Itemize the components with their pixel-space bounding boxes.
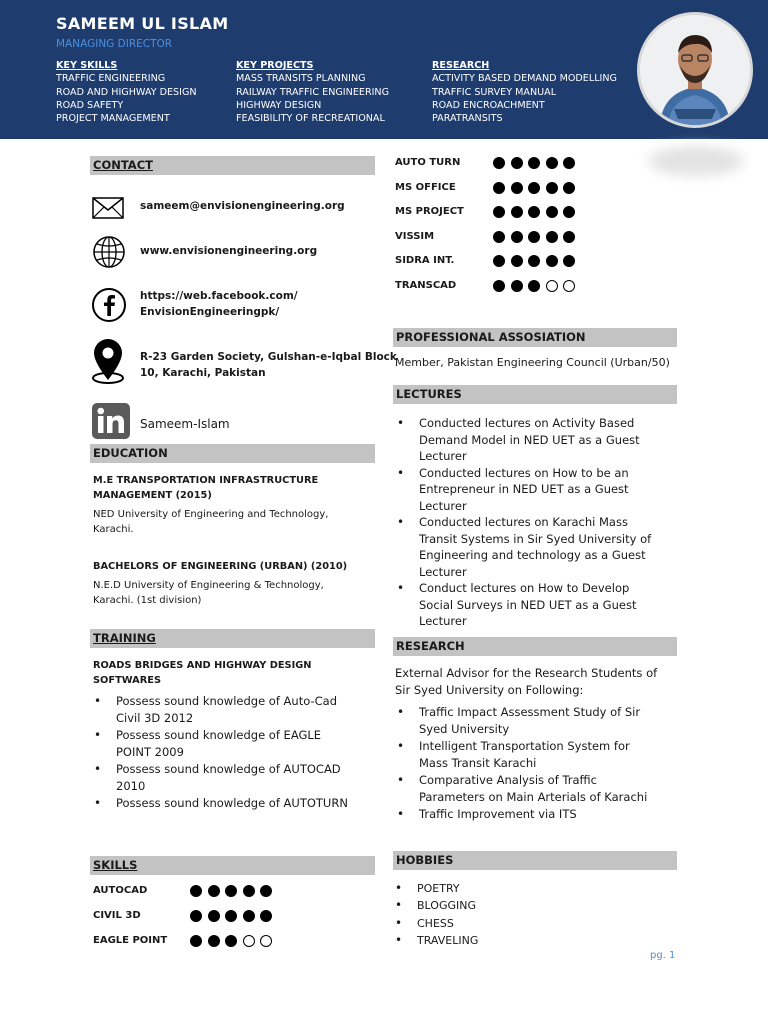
list-item: • Possess sound knowledge of EAGLE POINT 2009 — [92, 727, 376, 760]
skill-name: SIDRA INT. — [395, 255, 455, 267]
skill-name: VISSIM — [395, 230, 435, 242]
professional-text: Member, Pakistan Engineering Council (Urban/50) — [395, 356, 670, 369]
rating-dot-filled — [563, 231, 575, 243]
envelope-icon — [92, 197, 124, 219]
rating-dot-filled — [546, 182, 558, 194]
linkedin-text[interactable]: Sameem-Islam — [140, 417, 230, 431]
rating-dot-filled — [528, 255, 540, 267]
rating-dot-filled — [546, 206, 558, 218]
research-intro — [395, 665, 677, 699]
rating-dot-filled — [511, 231, 523, 243]
education-section-title: EDUCATION — [90, 444, 375, 463]
rating-dot-filled — [190, 885, 202, 897]
rating-dot-filled — [190, 910, 202, 922]
rating-dot-filled — [493, 231, 505, 243]
address-line1: R-23 Garden Society, Gulshan-e-Iqbal Block — [140, 351, 397, 363]
header-research-column — [432, 59, 617, 125]
rating-dot-filled — [493, 255, 505, 267]
rating-dot-empty — [546, 280, 558, 292]
list-item: • Traffic Improvement via ITS — [395, 806, 677, 823]
school-name: NED University of Engineering and Technology, — [93, 509, 329, 520]
rating-dot-filled — [528, 280, 540, 292]
skill-name: EAGLE POINT — [93, 935, 168, 946]
list-item: • Comparative Analysis of Traffic Parameters on Main Arterials of Karachi — [395, 772, 677, 805]
lectures-section-title: LECTURES — [393, 385, 677, 404]
key-project-item: MASS TRANSITS PLANNING — [236, 73, 366, 85]
facebook-icon — [91, 287, 127, 323]
key-skills-column — [56, 59, 197, 125]
skill-name: CIVIL 3D — [93, 910, 141, 921]
degree-title: BACHELORS OF ENGINEERING (URBAN) (2010) — [93, 561, 348, 572]
rating-dot-filled — [528, 206, 540, 218]
rating-dot-filled — [208, 885, 220, 897]
page-number: pg. 1 — [650, 950, 676, 961]
skill-name: AUTO TURN — [395, 157, 461, 168]
rating-dot-filled — [563, 157, 575, 169]
rating-dot-filled — [511, 255, 523, 267]
list-item: • Possess sound knowledge of AUTOTURN — [92, 795, 376, 812]
skill-name: MS OFFICE — [395, 181, 456, 193]
degree-title: MANAGEMENT (2015) — [93, 490, 212, 501]
research-intro-line2: Sir Syed University on Following: — [395, 683, 584, 697]
key-skills-title: KEY SKILLS — [56, 60, 118, 71]
email-text[interactable]: sameem@envisionengineering.org — [140, 200, 345, 212]
contact-section-title: CONTACT — [90, 156, 375, 175]
header-banner — [0, 0, 768, 139]
key-project-item: HIGHWAY DESIGN — [236, 99, 322, 111]
research-intro-line1: External Advisor for the Research Students of — [395, 666, 658, 680]
profile-photo — [637, 12, 753, 128]
training-section-title: TRAINING — [90, 629, 375, 648]
research-section-title: RESEARCH — [393, 637, 677, 656]
rating-dot-filled — [225, 885, 237, 897]
decorative-shadow — [648, 146, 744, 176]
rating-dot-filled — [528, 182, 540, 194]
rating-dot-filled — [546, 231, 558, 243]
rating-dot-filled — [511, 182, 523, 194]
rating-dot-filled — [225, 935, 237, 947]
skill-name: AUTOCAD — [93, 885, 148, 896]
list-item: • Conducted lectures on Activity Based Demand Model in NED UET as a Guest Lecturer — [395, 415, 677, 465]
rating-dot-filled — [243, 885, 255, 897]
key-skill-item: TRAFFIC ENGINEERING — [56, 73, 166, 85]
list-item: • Conducted lectures on How to be an Entrepreneur in NED UET as a Guest Lecturer — [395, 465, 677, 515]
location-pin-icon — [90, 338, 126, 384]
rating-dot-filled — [511, 280, 523, 292]
facebook-url-line1: https://web.facebook.com/ — [140, 290, 298, 302]
rating-dot-filled — [563, 206, 575, 218]
list-item: • Possess sound knowledge of AUTOCAD 2010 — [92, 761, 376, 794]
rating-dot-filled — [493, 280, 505, 292]
header-research-item: PARATRANSITS — [432, 113, 503, 125]
training-list — [92, 693, 376, 812]
rating-dot-filled — [493, 206, 505, 218]
rating-dot-filled — [511, 206, 523, 218]
rating-dot-filled — [260, 910, 272, 922]
rating-dot-filled — [208, 935, 220, 947]
key-project-item: FEASIBILITY OF RECREATIONAL — [236, 113, 385, 125]
address-text — [140, 349, 397, 381]
school-name: Karachi. — [93, 524, 134, 535]
school-name: Karachi. (1st division) — [93, 595, 202, 606]
rating-dot-empty — [243, 935, 255, 947]
key-skill-item: ROAD SAFETY — [56, 99, 124, 111]
list-item: • POETRY — [393, 880, 675, 897]
rating-dot-empty — [563, 280, 575, 292]
skill-name: MS PROJECT — [395, 206, 464, 218]
list-item: • Traffic Impact Assessment Study of Sir Syed University — [395, 704, 677, 737]
list-item: • TRAVELING — [393, 932, 675, 949]
training-subtitle-line1: ROADS BRIDGES AND HIGHWAY DESIGN — [93, 660, 312, 671]
header-research-item: ROAD ENCROACHMENT — [432, 99, 545, 111]
skill-name: TRANSCAD — [395, 280, 457, 291]
person-name: SAMEEM UL ISLAM — [56, 14, 229, 33]
school-name: N.E.D University of Engineering & Technology, — [93, 580, 324, 591]
list-item: • Possess sound knowledge of Auto-Cad Civil 3D 2012 — [92, 693, 376, 726]
header-research-item: TRAFFIC SURVEY MANUAL — [432, 86, 557, 98]
facebook-url-line2: EnvisionEngineeringpk/ — [140, 306, 280, 318]
header-research-item: ACTIVITY BASED DEMAND MODELLING — [432, 73, 617, 85]
key-projects-title: KEY PROJECTS — [236, 60, 314, 71]
professional-section-title: PROFESSIONAL ASSOSIATION — [393, 328, 677, 347]
skills-section-title: SKILLS — [90, 856, 375, 875]
linkedin-icon — [92, 403, 130, 439]
list-item: • Intelligent Transportation System for Mass Transit Karachi — [395, 738, 677, 771]
rating-dot-filled — [511, 157, 523, 169]
header-research-title: RESEARCH — [432, 60, 490, 71]
lectures-list — [395, 415, 677, 630]
rating-dot-filled — [208, 910, 220, 922]
rating-dot-filled — [563, 255, 575, 267]
education-entry — [93, 559, 375, 608]
research-list — [395, 704, 677, 823]
training-subtitle — [93, 658, 311, 688]
rating-dot-filled — [546, 255, 558, 267]
list-item: • Conduct lectures on How to Develop Social Surveys in NED UET as a Guest Lecturer — [395, 580, 677, 630]
key-projects-column — [236, 59, 389, 125]
hobbies-list — [393, 880, 675, 949]
person-role: MANAGING DIRECTOR — [56, 38, 173, 50]
list-item: • BLOGGING — [393, 897, 675, 914]
facebook-text[interactable] — [140, 288, 298, 320]
list-item: • Conducted lectures on Karachi Mass Transit Systems in Sir Syed University of Engineering and technology as a Guest Lecturer — [395, 514, 677, 580]
rating-dot-filled — [243, 910, 255, 922]
person-silhouette-icon — [640, 15, 750, 125]
training-subtitle-line2: SOFTWARES — [93, 675, 161, 686]
key-skill-item: PROJECT MANAGEMENT — [56, 113, 170, 125]
rating-dot-filled — [493, 182, 505, 194]
rating-dot-filled — [563, 182, 575, 194]
degree-title: M.E TRANSPORTATION INFRASTRUCTURE — [93, 475, 319, 486]
rating-dot-filled — [493, 157, 505, 169]
address-line2: 10, Karachi, Pakistan — [140, 367, 266, 379]
rating-dot-filled — [528, 157, 540, 169]
hobbies-section-title: HOBBIES — [393, 851, 677, 870]
list-item: • CHESS — [393, 915, 675, 932]
globe-icon — [92, 235, 126, 269]
rating-dot-filled — [546, 157, 558, 169]
rating-dot-filled — [225, 910, 237, 922]
rating-dot-filled — [260, 885, 272, 897]
website-text[interactable]: www.envisionengineering.org — [140, 245, 318, 257]
key-project-item: RAILWAY TRAFFIC ENGINEERING — [236, 86, 390, 98]
key-skill-item: ROAD AND HIGHWAY DESIGN — [56, 86, 197, 98]
rating-dot-filled — [528, 231, 540, 243]
education-entry — [93, 473, 375, 537]
rating-dot-filled — [190, 935, 202, 947]
rating-dot-empty — [260, 935, 272, 947]
